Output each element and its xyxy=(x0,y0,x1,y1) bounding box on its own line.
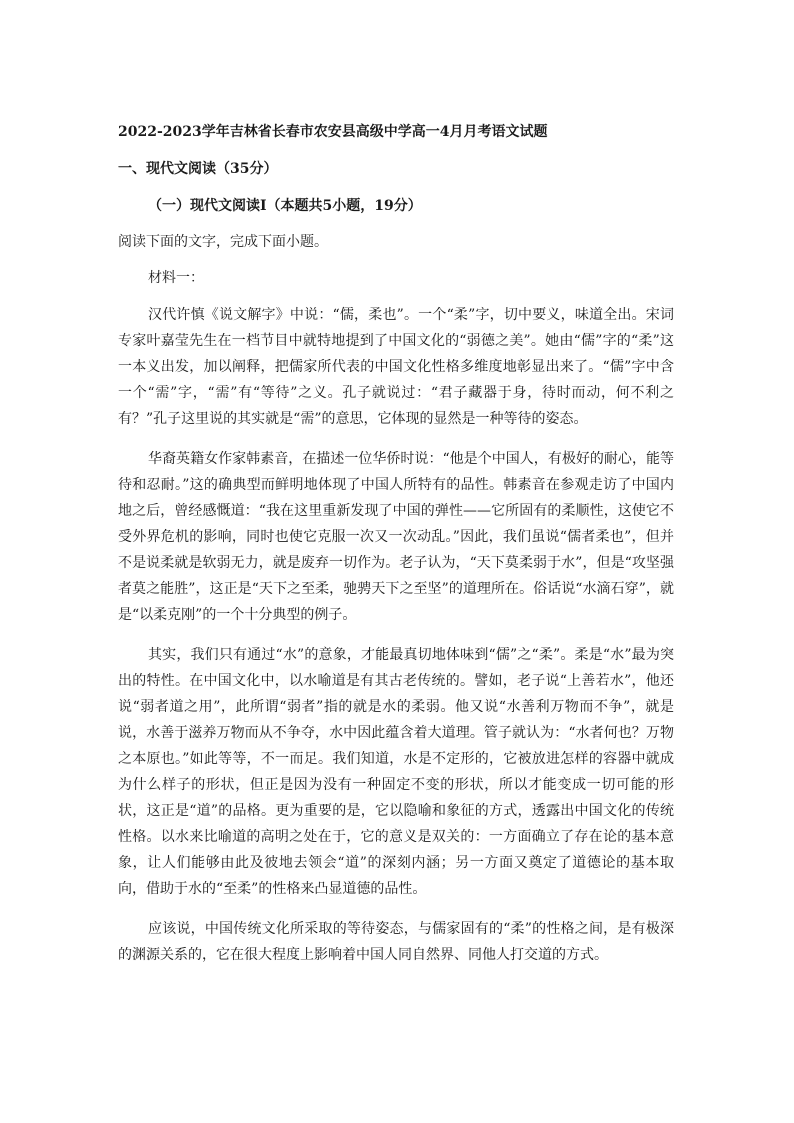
document-title: 2022-2023学年吉林省长春市农安县高级中学高一4月月考语文试题 xyxy=(118,124,548,140)
subsection-heading: （一）现代文阅读Ⅰ（本题共5小题，19分） xyxy=(148,198,422,214)
paragraph: 汉代许慎《说文解字》中说：“儒，柔也”。一个“柔”字，切中要义，味道全出。宋词专家叶嘉莹先生在一档节目中就特地提到了中国文化的“弱德之美”。她由“儒”字的“柔”这一本义出发，加以阐释，把儒家所代表的中国文化性格多维度地彰显出来了。“儒”字中含一个“需”字，“需”有“等待”之义。孔子就说过：“君子藏器于身，待时而动，何不利之有？”孔子这里说的其实就是“需”的意思，它体现的显然是一种等待的姿态。 xyxy=(118,307,674,427)
paragraph: 华裔英籍女作家韩素音，在描述一位华侨时说：“他是个中国人，有极好的耐心，能等待和忍耐。”这的确典型而鲜明地体现了中国人所特有的品性。韩素音在参观走访了中国内地之后，曾经感慨道：“我在这里重新发现了中国的弹性——它所固有的柔顺性，这使它不受外界危机的影响，同时也使它克服一次又一次动乱。”因此，我们虽说“儒者柔也”，但并不是说柔就是软弱无力，就是废弃一切作为。老子认为，“天下莫柔弱于水”，但是“攻坚强者莫之能胜”，这正是“天下之至柔，驰骋天下之至坚”的道理所在。俗话说“水滴石穿”，就是“以柔克刚”的一个十分典型的例子。 xyxy=(118,451,674,623)
paragraph: 其实，我们只有通过“水”的意象，才能最真切地体味到“儒”之“柔”。柔是“水”最为突出的特性。在中国文化中，以水喻道是有其古老传统的。譬如，老子说“上善若水”，他还说“弱者道之用”，此所谓“弱者”指的就是水的柔弱。他又说“水善利万物而不争”，就是说，水善于滋养万物而从不争夺，水中因此蕴含着大道理。管子就认为：“水者何也？万物之本原也。”如此等等，不一而足。我们知道，水是不定形的，它被放进怎样的容器中就成为什么样子的形状，但正是因为没有一种固定不变的形状，所以才能变成一切可能的形状，这正是“道”的品格。更为重要的是，它以隐喻和象征的方式，透露出中国文化的传统性格。以水来比喻道的高明之处在于，它的意义是双关的：一方面确立了存在论的基本意象，让人们能够由此及彼地去领会“道”的深刻内涵；另一方面又奠定了道德论的基本取向，借助于水的“至柔”的性格来凸显道德的品性。 xyxy=(118,647,674,897)
reading-instruction: 阅读下面的文字，完成下面小题。 xyxy=(118,234,328,250)
material-label: 材料一： xyxy=(148,270,204,286)
paragraph: 应该说，中国传统文化所采取的等待姿态，与儒家固有的“柔”的性格之间，是有极深的渊源关系的，它在很大程度上影响着中国人同自然界、同他人打交道的方式。 xyxy=(118,921,674,963)
document-page xyxy=(118,122,674,968)
section-heading: 一、现代文阅读（35分） xyxy=(118,161,278,177)
